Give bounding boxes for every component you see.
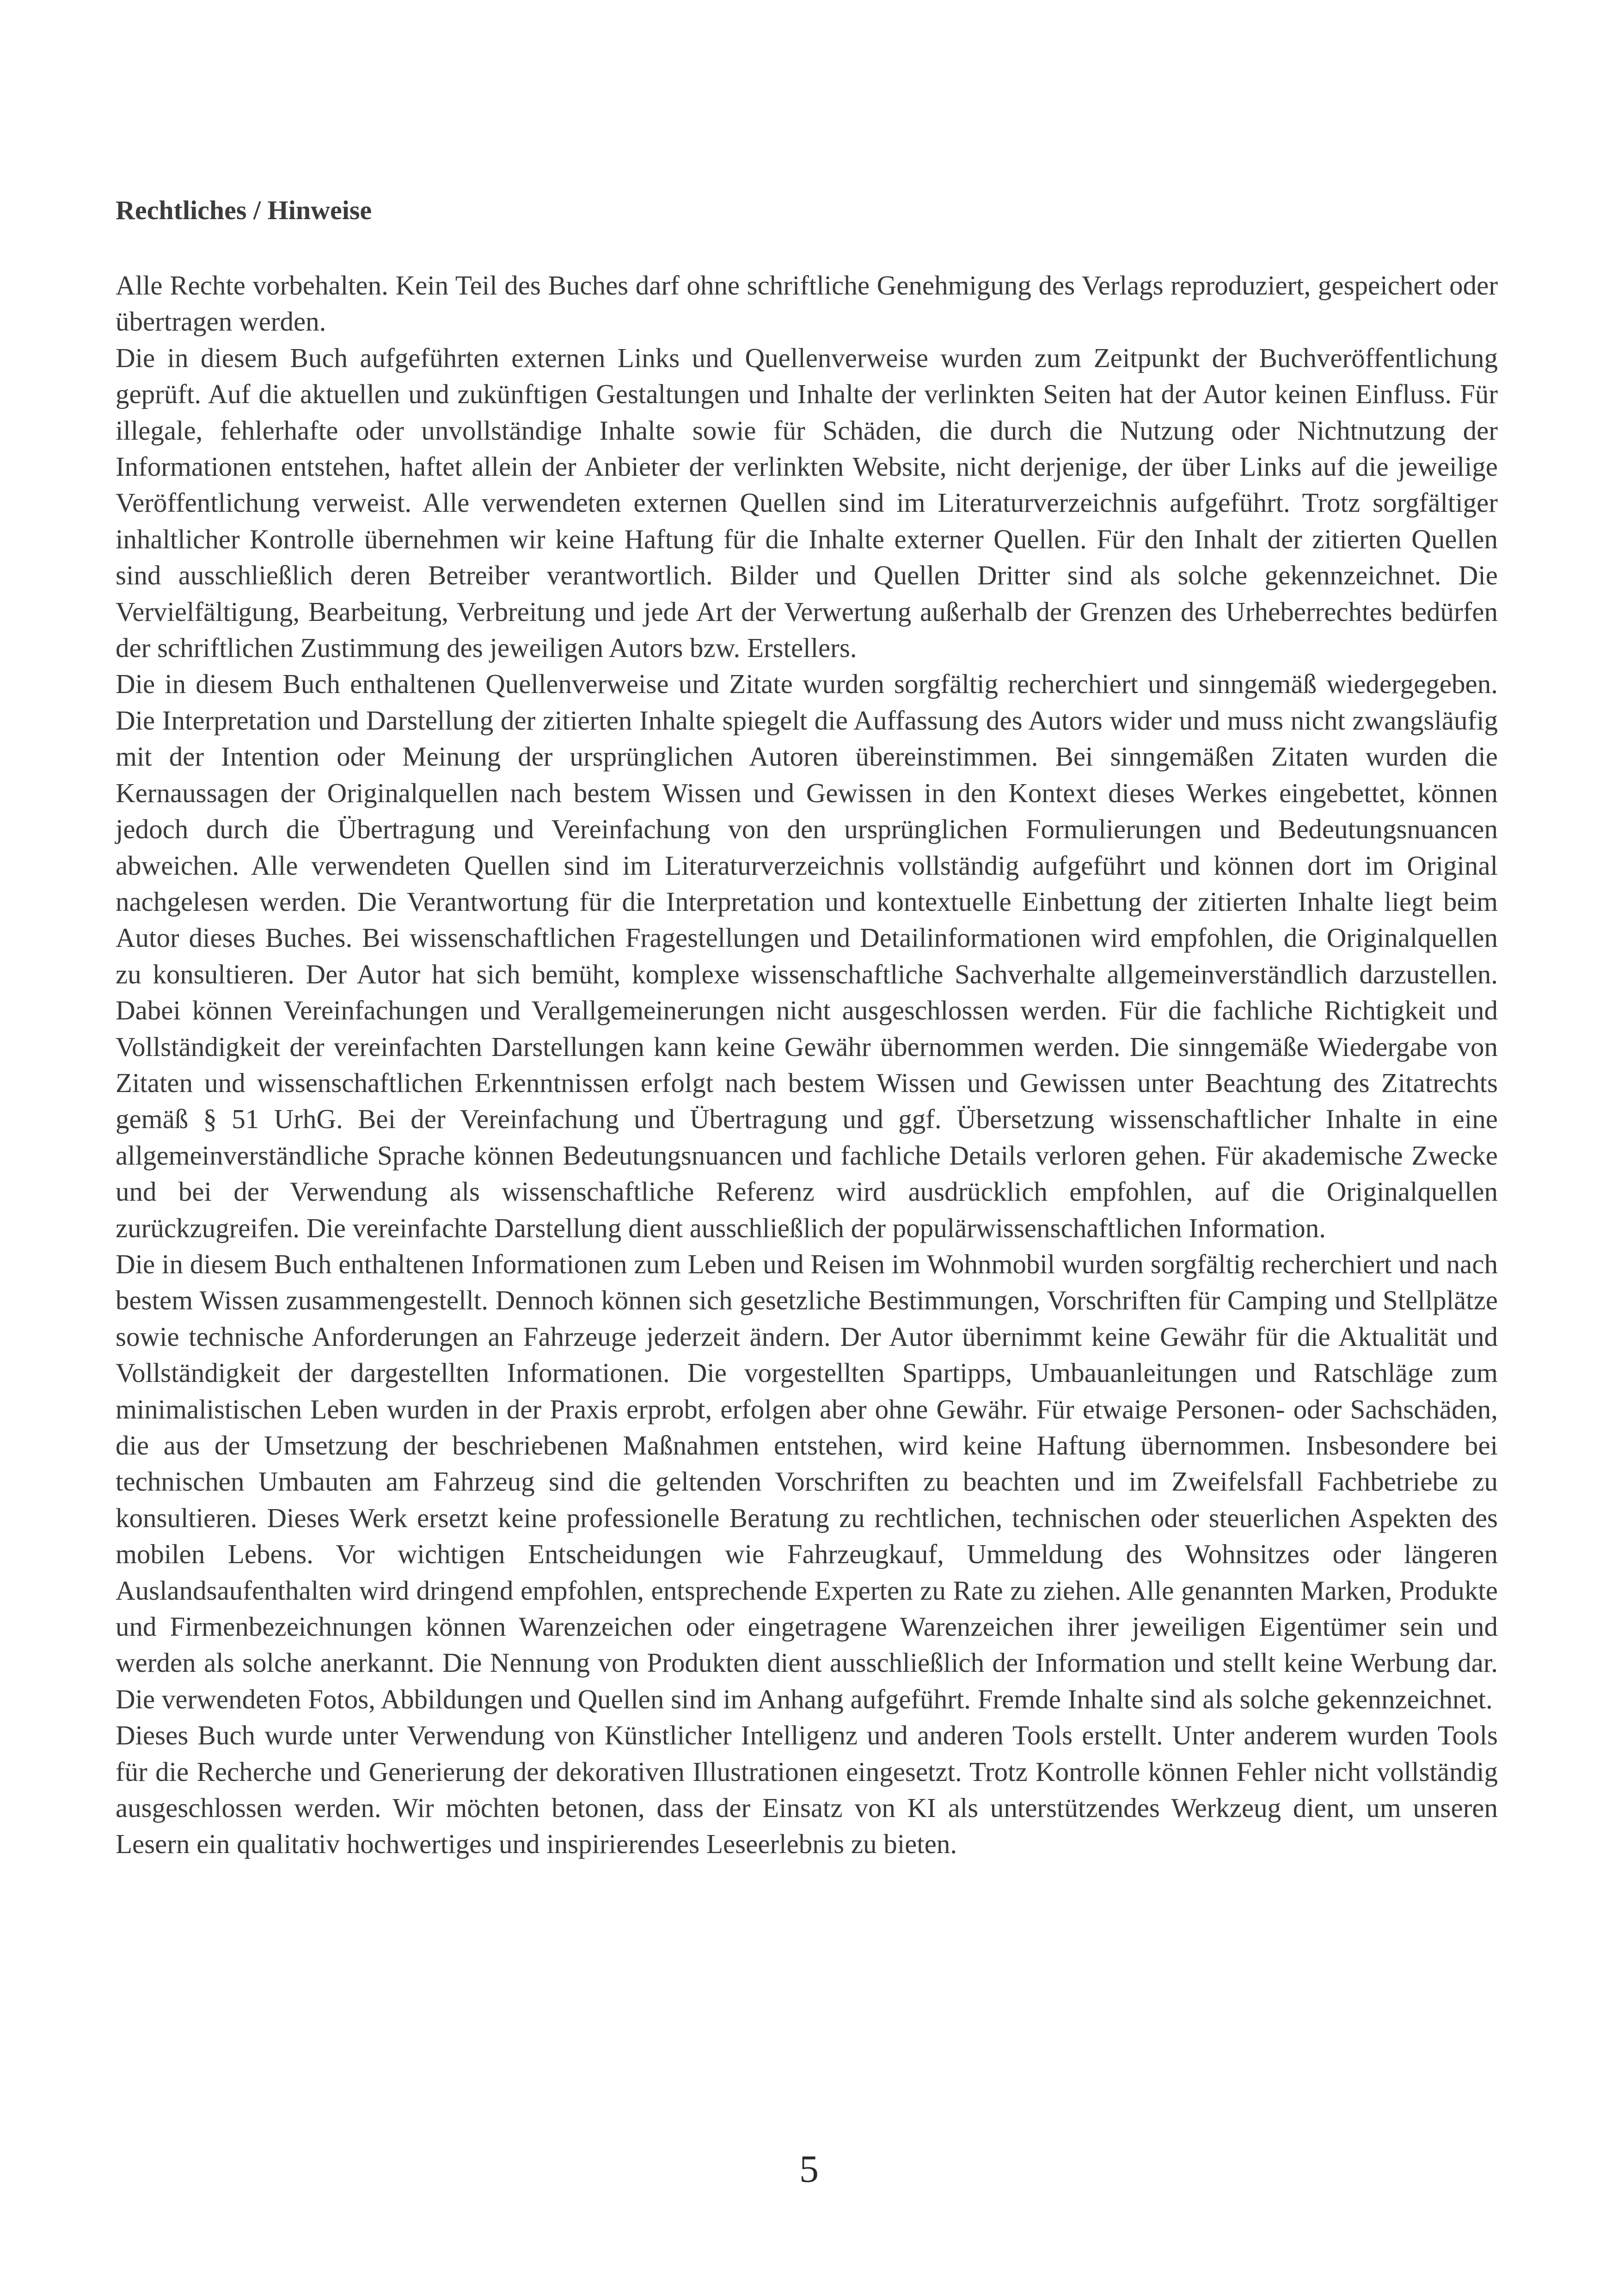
- paragraph-copyright: Alle Rechte vorbehalten. Kein Teil des Buches darf ohne schriftliche Genehmigung des Verlags reproduziert, gespeichert oder übertragen werden.: [116, 270, 1498, 337]
- paragraph-external-links: Die in diesem Buch aufgeführten externen Links und Quellenverweise wurden zum Zeitpunkt der Buchveröffentlichung geprüft. Auf die aktuellen und zukünftigen Gestaltungen und Inhalte der verlinkten Seiten hat der Autor keinen Einfluss. Für illegale, fehlerhafte oder unvollständige Inhalte sowie für Schäden, die durch die Nutzung oder Nichtnutzung der Informationen entstehen, haftet allein der Anbieter der verlinkten Website, nicht derjenige, der über Links auf die jeweilige Veröffentlichung verweist. Alle verwendeten externen Quellen sind im Literaturverzeichnis aufgeführt. Trotz sorgfältiger inhaltlicher Kontrolle übernehmen wir keine Haftung für die Inhalte externer Quellen. Für den Inhalt der zitierten Quellen sind ausschließlich deren Betreiber verantwortlich. Bilder und Quellen Dritter sind als solche gekennzeichnet. Die Vervielfältigung, Bearbeitung, Verbreitung und jede Art der Verwertung außerhalb der Grenzen des Urheberrechtes bedürfen der schriftlichen Zustimmung des jeweiligen Autors bzw. Erstellers.: [116, 342, 1498, 663]
- page-number: 5: [799, 2148, 819, 2191]
- paragraph-ai-usage: Dieses Buch wurde unter Verwendung von Künstlicher Intelligenz und anderen Tools erstellt. Unter anderem wurden Tools für die Recherche und Generierung der dekorativen Illustrationen eingesetzt. Trotz Kontrolle können Fehler nicht vollständig ausgeschlossen werden. Wir möchten betonen, dass der Einsatz von KI als unterstützendes Werkzeug dient, um unseren Lesern ein qualitativ hochwertiges und inspirierendes Leseerlebnis zu bieten.: [116, 1720, 1498, 1860]
- paragraph-motorhome-disclaimer: Die in diesem Buch enthaltenen Informationen zum Leben und Reisen im Wohnmobil wurden sorgfältig recherchiert und nach bestem Wissen zusammengestellt. Dennoch können sich gesetzliche Bestimmungen, Vorschriften für Camping und Stellplätze sowie technische Anforderungen an Fahrzeuge jederzeit ändern. Der Autor übernimmt keine Gewähr für die Aktualität und Vollständigkeit der dargestellten Informationen. Die vorgestellten Spartipps, Umbauanleitungen und Ratschläge zum minimalistischen Leben wurden in der Praxis erprobt, erfolgen aber ohne Gewähr. Für etwaige Personen- oder Sachschäden, die aus der Umsetzung der beschriebenen Maßnahmen entstehen, wird keine Haftung übernommen. Insbesondere bei technischen Umbauten am Fahrzeug sind die geltenden Vorschriften zu beachten und im Zweifelsfall Fachbetriebe zu konsultieren. Dieses Werk ersetzt keine professionelle Beratung zu rechtlichen, technischen oder steuerlichen Aspekten des mobilen Lebens. Vor wichtigen Entscheidungen wie Fahrzeugkauf, Ummeldung des Wohnsitzes oder längeren Auslandsaufenthalten wird dringend empfohlen, entsprechende Experten zu Rate zu ziehen. Alle genannten Marken, Produkte und Firmenbezeichnungen können Warenzeichen oder eingetragene Warenzeichen ihrer jeweiligen Eigentümer sein und werden als solche anerkannt. Die Nennung von Produkten dient ausschließlich der Information und stellt keine Werbung dar. Die verwendeten Fotos, Abbildungen und Quellen sind im Anhang aufgeführt. Fremde Inhalte sind als solche gekennzeichnet.: [116, 1248, 1498, 1714]
- paragraph-citations: Die in diesem Buch enthaltenen Quellenverweise und Zitate wurden sorgfältig recherchiert und sinngemäß wiedergegeben. Die Interpretation und Darstellung der zitierten Inhalte spiegelt die Auffassung des Autors wider und muss nicht zwangsläufig mit der Intention oder Meinung der ursprünglichen Autoren übereinstimmen. Bei sinngemäßen Zitaten wurden die Kernaussagen der Originalquellen nach bestem Wissen und Gewissen in den Kontext dieses Werkes eingebettet, können jedoch durch die Übertragung und Vereinfachung von den ursprünglichen Formulierungen und Bedeutungsnuancen abweichen. Alle verwendeten Quellen sind im Literaturverzeichnis vollständig aufgeführt und können dort im Original nachgelesen werden. Die Verantwortung für die Interpretation und kontextuelle Einbettung der zitierten Inhalte liegt beim Autor dieses Buches. Bei wissenschaftlichen Fragestellungen und Detailinformationen wird empfohlen, die Originalquellen zu konsultieren. Der Autor hat sich bemüht, komplexe wissenschaftliche Sachverhalte allgemeinverständlich darzustellen. Dabei können Vereinfachungen und Verallgemeinerungen nicht ausgeschlossen werden. Für die fachliche Richtigkeit und Vollständigkeit der vereinfachten Darstellungen kann keine Gewähr übernommen werden. Die sinngemäße Wiedergabe von Zitaten und wissenschaftlichen Erkenntnissen erfolgt nach bestem Wissen und Gewissen unter Beachtung des Zitatrechts gemäß § 51 UrhG. Bei der Vereinfachung und Übertragung und ggf. Übersetzung wissenschaftlicher Inhalte in eine allgemeinverständliche Sprache können Bedeutungsnuancen und fachliche Details verloren gehen. Für akademische Zwecke und bei der Verwendung als wissenschaftliche Referenz wird ausdrücklich empfohlen, auf die Originalquellen zurückzugreifen. Die vereinfachte Darstellung dient ausschließlich der populärwissenschaftlichen Information.: [116, 669, 1498, 1243]
- page-title: Rechtliches / Hinweise: [116, 195, 372, 225]
- legal-notice-body: [116, 267, 1498, 1862]
